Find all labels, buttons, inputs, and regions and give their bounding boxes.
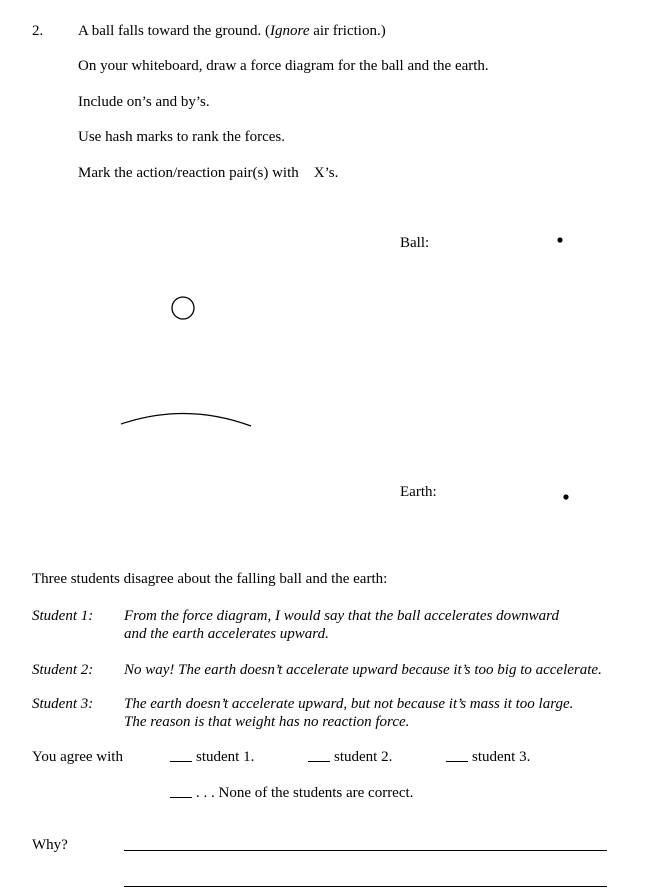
instruction-2: Include on’s and by’s.	[78, 94, 210, 110]
student-3-label: Student 3:	[32, 696, 94, 712]
agree-option-label: . . . None of the students are correct.	[196, 785, 414, 801]
ball-label: Ball:	[400, 235, 430, 251]
agree-option-none[interactable]	[170, 784, 413, 802]
question-number: 2.	[32, 23, 44, 39]
prompt-start: A ball falls toward the ground. (	[78, 23, 271, 39]
answer-blank[interactable]	[308, 761, 330, 762]
agree-label: You agree with	[32, 749, 123, 765]
student-1-statement	[124, 607, 559, 643]
agree-option-label: student 1.	[196, 749, 255, 765]
ball-dot	[557, 237, 562, 242]
discussion-intro: Three students disagree about the falling ball and the earth:	[32, 571, 388, 587]
earth-label: Earth:	[400, 484, 437, 500]
prompt-italic: Ignore	[270, 23, 310, 39]
why-answer-line-2[interactable]	[124, 886, 607, 887]
student-1-label: Student 1:	[32, 608, 94, 624]
prompt-end: air friction.)	[309, 23, 386, 39]
agree-option-label: student 2.	[334, 749, 393, 765]
answer-blank[interactable]	[170, 797, 192, 798]
instruction-4: Mark the action/reaction pair(s) with X’s.	[78, 165, 339, 181]
student-2-line-1: No way! The earth doesn’t accelerate upward because it’s too big to accelerate.	[124, 662, 602, 678]
answer-blank[interactable]	[446, 761, 468, 762]
student-3-line-2: The reason is that weight has no reaction force.	[124, 714, 410, 730]
why-label: Why?	[32, 837, 68, 853]
student-1-line-1: From the force diagram, I would say that the ball accelerates downward	[124, 608, 559, 624]
instruction-3: Use hash marks to rank the forces.	[78, 129, 286, 145]
student-3-statement	[124, 695, 573, 731]
instruction-1: On your whiteboard, draw a force diagram for the ball and the earth.	[78, 58, 489, 74]
agree-option-student-2[interactable]	[308, 748, 392, 766]
earth-surface-arc	[121, 413, 251, 426]
student-2-label: Student 2:	[32, 662, 94, 678]
ball-circle	[172, 297, 194, 319]
agree-option-label: student 3.	[472, 749, 531, 765]
why-answer-line-1[interactable]	[124, 850, 607, 851]
answer-blank[interactable]	[170, 761, 192, 762]
student-1-line-2: and the earth accelerates upward.	[124, 626, 329, 642]
earth-dot	[563, 494, 568, 499]
agree-option-student-3[interactable]	[446, 748, 530, 766]
agree-option-student-1[interactable]	[170, 748, 254, 766]
student-2-statement	[124, 661, 602, 679]
student-3-line-1: The earth doesn’t accelerate upward, but not because it’s mass it too large.	[124, 696, 574, 712]
